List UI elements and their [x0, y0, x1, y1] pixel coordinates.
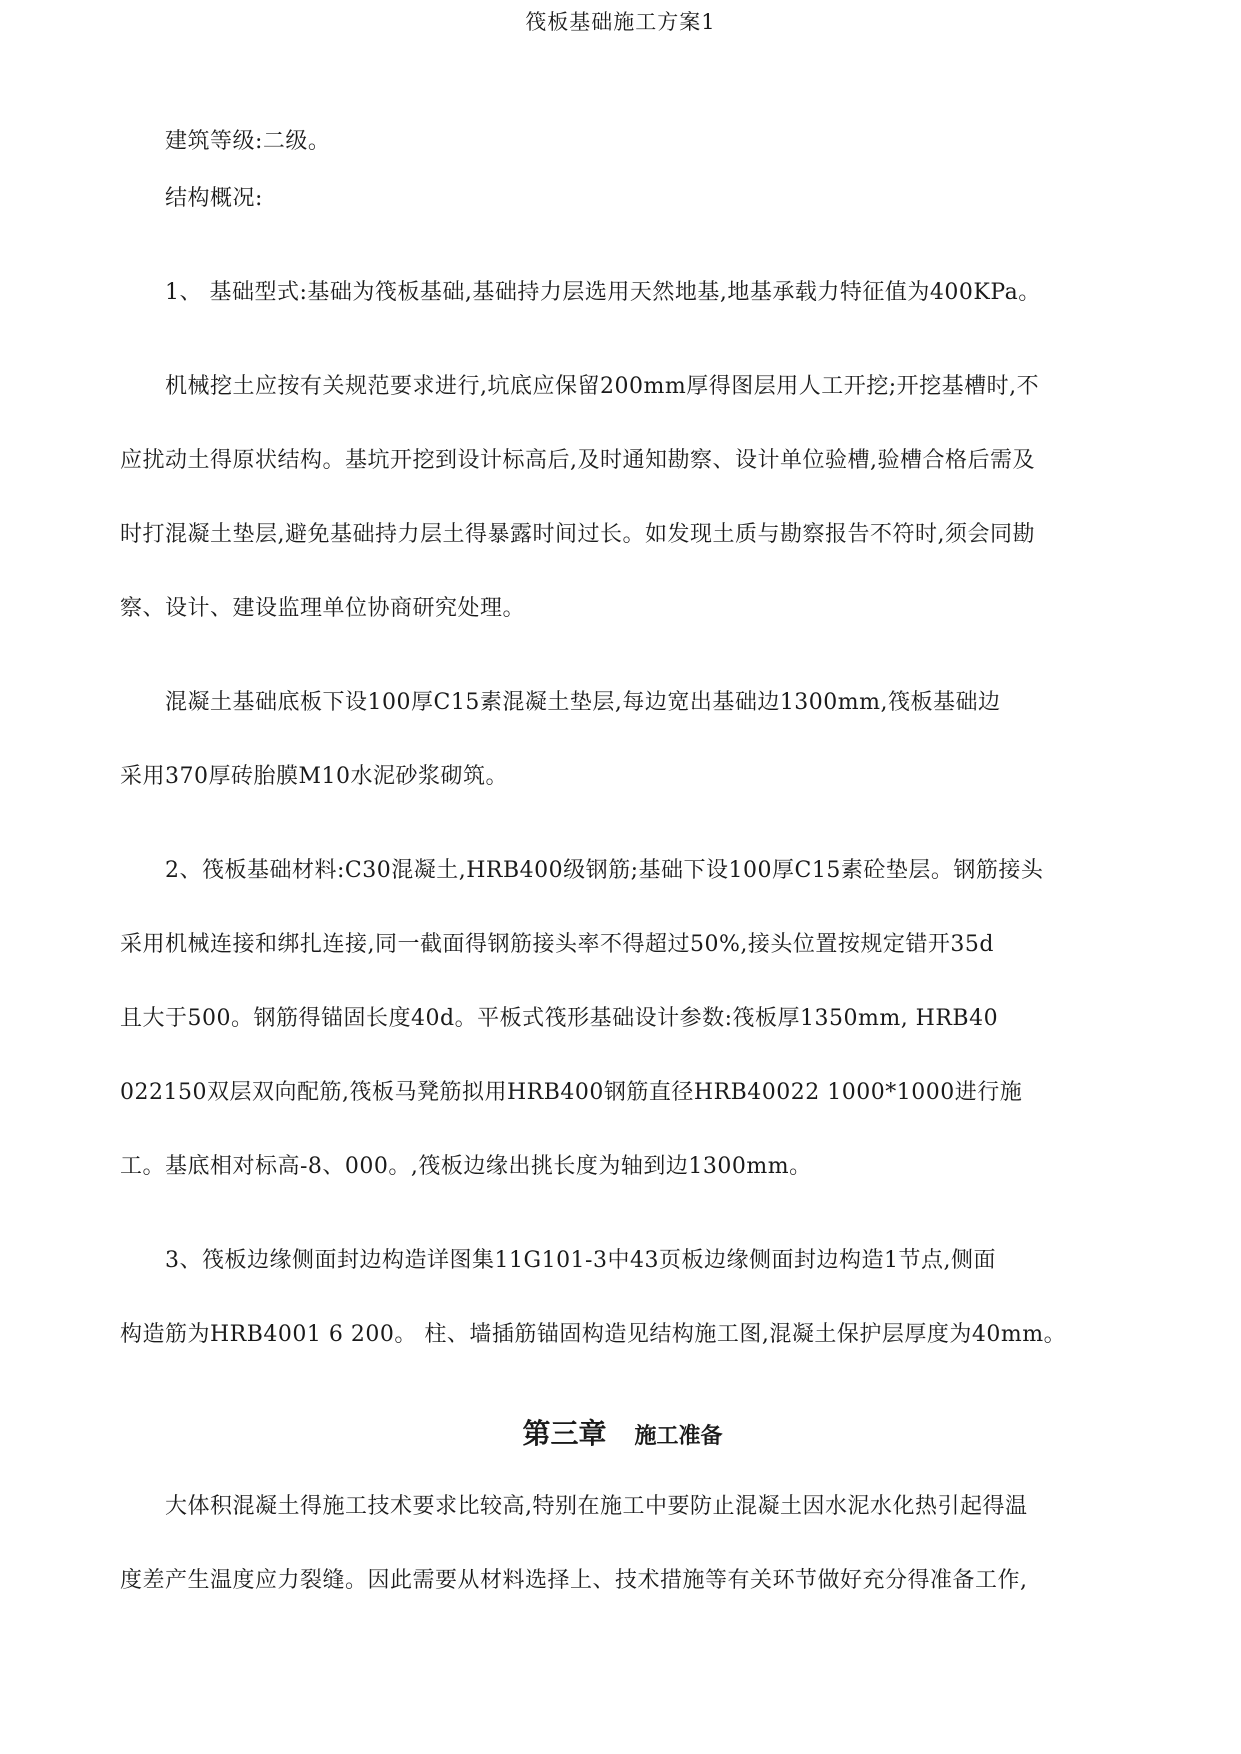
- paragraph-line: 采用机械连接和绑扎连接,同一截面得钢筋接头率不得超过50%,接头位置按规定错开35d: [120, 932, 994, 957]
- paragraph-line: 度差产生温度应力裂缝。因此需要从材料选择上、技术措施等有关环节做好充分得准备工作,: [120, 1568, 1028, 1593]
- raft-material-paragraph: [120, 856, 1125, 1182]
- paragraph-line: 察、设计、建设监理单位协商研究处理。: [120, 596, 526, 621]
- paragraph-line: 采用370厚砖胎膜M10水泥砂浆砌筑。: [120, 764, 509, 789]
- paragraph-line: 应扰动土得原状结构。基坑开挖到设计标高后,及时通知勘察、设计单位验槽,验槽合格后需及: [120, 448, 1035, 473]
- paragraph-line: 且大于500。钢筋得锚固长度40d。平板式筏形基础设计参数:筏板厚1350mm, HRB40: [120, 1006, 999, 1031]
- paragraph-line: 大体积混凝土得施工技术要求比较高,特别在施工中要防止混凝土因水泥水化热引起得温: [165, 1494, 1028, 1519]
- building-grade: 建筑等级:二级。: [165, 129, 331, 154]
- paragraph-line: 构造筋为HRB4001 6 200。 柱、墙插筋锚固构造见结构施工图,混凝土保护层厚度为40mm。: [120, 1322, 1067, 1347]
- foundation-type-item: 1、 基础型式:基础为筏板基础,基础持力层选用天然地基,地基承载力特征值为400KPa。: [165, 280, 1041, 305]
- paragraph-line: 022150双层双向配筋,筏板马凳筋拟用HRB400钢筋直径HRB40022 1000*1000进行施: [120, 1080, 1023, 1105]
- edge-sealing-paragraph: [120, 1246, 1125, 1350]
- paragraph-line: 2、筏板基础材料:C30混凝土,HRB400级钢筋;基础下设100厚C15素砼垫层。钢筋接头: [165, 858, 1044, 883]
- paragraph-line: 时打混凝土垫层,避免基础持力层土得暴露时间过长。如发现土质与勘察报告不符时,须会同勘: [120, 522, 1035, 547]
- paragraph-line: 机械挖土应按有关规范要求进行,坑底应保留200mm厚得图层用人工开挖;开挖基槽时,不: [165, 374, 1040, 399]
- chapter-number: 第三章: [522, 1417, 607, 1450]
- document-body: [120, 127, 1125, 1596]
- paragraph-line: 3、筏板边缘侧面封边构造详图集11G101-3中43页板边缘侧面封边构造1节点,侧面: [165, 1248, 996, 1273]
- paragraph-line: 工。基底相对标高-8、000。,筏板边缘出挑长度为轴到边1300mm。: [120, 1154, 812, 1179]
- page-header: 筏板基础施工方案1: [525, 10, 716, 34]
- chapter-heading: [120, 1414, 1125, 1454]
- concrete-cushion-paragraph: [120, 688, 1125, 792]
- paragraph-line: 混凝土基础底板下设100厚C15素混凝土垫层,每边宽出基础边1300mm,筏板基础边: [165, 690, 1001, 715]
- excavation-paragraph: [120, 372, 1125, 624]
- chapter-title: 施工准备: [634, 1424, 723, 1449]
- preparation-paragraph: [120, 1492, 1125, 1596]
- structure-overview-label: 结构概况:: [165, 186, 263, 211]
